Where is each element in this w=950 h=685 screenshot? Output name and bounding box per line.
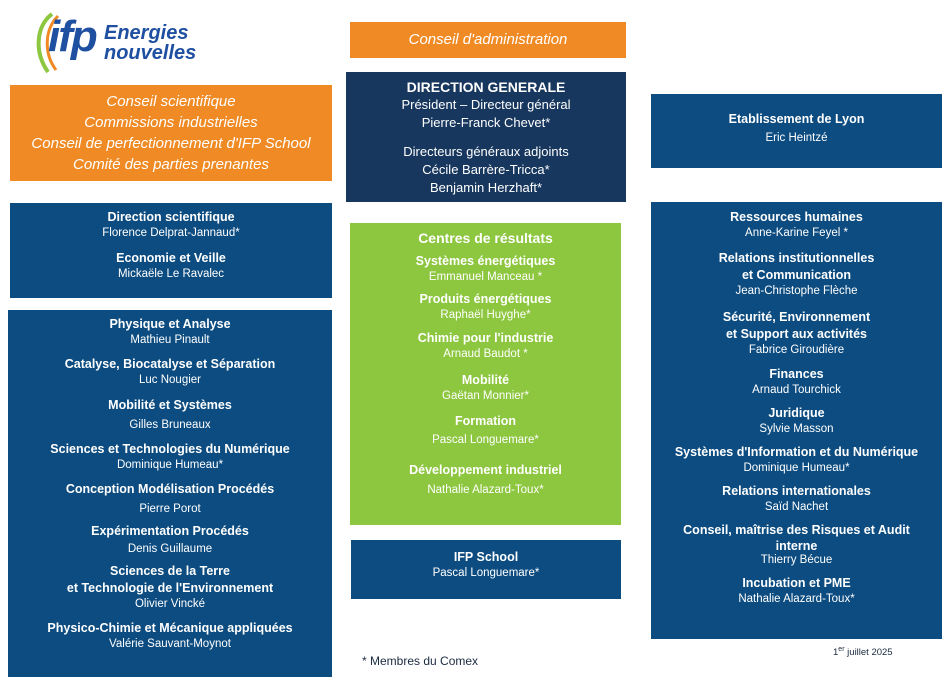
right-item-7 bbox=[651, 522, 942, 568]
centre-item-4 bbox=[350, 413, 621, 448]
president-role: Président – Directeur général bbox=[401, 97, 571, 112]
item-name: Gilles Bruneaux bbox=[129, 419, 211, 431]
centre-item-2 bbox=[350, 330, 621, 362]
item-title-line2: et Communication bbox=[741, 268, 852, 282]
left-item-2 bbox=[8, 397, 332, 433]
item-name: Mickaële Le Ravalec bbox=[117, 268, 225, 280]
item-title: Physico-Chimie et Mécanique appliquées bbox=[47, 621, 293, 635]
ifp-school-name: Pascal Longuemare* bbox=[432, 567, 540, 579]
item-name: Florence Delprat-Jannaud* bbox=[102, 227, 240, 239]
right-item-5 bbox=[651, 444, 942, 476]
adjoint-2: Benjamin Herzhaft* bbox=[430, 180, 542, 195]
left-top-item-1 bbox=[10, 250, 332, 282]
left-item-5 bbox=[8, 523, 332, 557]
conseil-administration-box bbox=[350, 22, 626, 58]
left-directions-box bbox=[8, 310, 332, 677]
item-title: Chimie pour l'industrie bbox=[417, 331, 554, 345]
item-name: Nathalie Alazard-Toux* bbox=[427, 484, 544, 496]
direction-scientifique-box bbox=[10, 203, 332, 298]
centre-item-1 bbox=[350, 291, 621, 323]
item-title: Incubation et PME bbox=[742, 576, 851, 590]
item-name: Pierre Porot bbox=[139, 503, 201, 515]
item-title: Relations internationales bbox=[722, 484, 871, 498]
left-item-1 bbox=[8, 356, 332, 388]
left-item-6 bbox=[8, 563, 332, 612]
item-title: Finances bbox=[769, 367, 824, 381]
item-title: Sécurité, Environnement bbox=[722, 310, 871, 324]
item-title: Produits énergétiques bbox=[419, 292, 552, 306]
item-title: Mobilité bbox=[461, 373, 510, 387]
right-item-8 bbox=[651, 575, 942, 607]
item-title: Mobilité et Systèmes bbox=[108, 398, 232, 412]
item-name: Fabrice Giroudière bbox=[748, 344, 845, 356]
conseil-administration-label: Conseil d'administration bbox=[408, 31, 568, 48]
conseils-box bbox=[10, 85, 332, 181]
centre-item-5 bbox=[350, 462, 621, 498]
right-item-2 bbox=[651, 309, 942, 358]
date-day: 1 bbox=[833, 647, 839, 659]
logo-mark: ifp bbox=[48, 12, 96, 61]
logo-line1: Energies bbox=[104, 22, 189, 44]
centre-item-3 bbox=[350, 372, 621, 404]
item-name: Pascal Longuemare* bbox=[432, 434, 539, 446]
item-title: Conseil, maîtrise des Risques et Audit bbox=[683, 523, 910, 537]
item-name: Arnaud Tourchick bbox=[752, 384, 841, 396]
lyon-title: Etablissement de Lyon bbox=[728, 112, 865, 126]
item-name: Luc Nougier bbox=[138, 374, 201, 386]
comite-parties-prenantes: Comité des parties prenantes bbox=[73, 156, 269, 173]
right-item-0 bbox=[651, 209, 942, 241]
right-item-4 bbox=[651, 405, 942, 437]
item-title-line2: interne bbox=[775, 539, 818, 553]
date-sup: er bbox=[838, 646, 845, 653]
item-title: Economie et Veille bbox=[116, 251, 226, 265]
item-name: Gaëtan Monnier* bbox=[442, 390, 529, 402]
item-title: Ressources humaines bbox=[730, 210, 863, 224]
date-rest: juillet 2025 bbox=[847, 647, 893, 659]
item-title: Systèmes énergétiques bbox=[415, 254, 556, 268]
date-label bbox=[833, 646, 893, 658]
item-title: Systèmes d'Information et du Numérique bbox=[674, 445, 919, 459]
centres-title: Centres de résultats bbox=[418, 230, 553, 246]
lyon-box bbox=[651, 94, 942, 168]
item-name: Anne-Karine Feyel * bbox=[745, 227, 848, 239]
direction-generale-box bbox=[346, 72, 626, 202]
left-item-7 bbox=[8, 620, 332, 652]
item-name: Olivier Vincké bbox=[134, 598, 206, 610]
item-title-line2: et Support aux activités bbox=[725, 327, 867, 341]
item-name: Saïd Nachet bbox=[764, 501, 829, 513]
right-directions-box bbox=[651, 202, 942, 639]
conseil-perfectionnement: Conseil de perfectionnement d'IFP School bbox=[31, 135, 311, 152]
item-title: Direction scientifique bbox=[107, 210, 235, 224]
ifp-school-box bbox=[351, 540, 621, 599]
item-name: Dominique Humeau* bbox=[743, 462, 850, 474]
left-item-0 bbox=[8, 316, 332, 348]
centre-item-0 bbox=[350, 253, 621, 285]
item-title: Relations institutionnelles bbox=[718, 251, 875, 265]
item-title: Physique et Analyse bbox=[109, 317, 231, 331]
item-name: Emmanuel Manceau * bbox=[428, 271, 543, 283]
ifpen-logo bbox=[30, 8, 200, 78]
item-title: Sciences de la Terre bbox=[110, 564, 230, 578]
comex-footnote: * Membres du Comex bbox=[362, 654, 479, 668]
item-title: Juridique bbox=[768, 406, 825, 420]
right-item-6 bbox=[651, 483, 942, 515]
item-name: Jean-Christophe Flèche bbox=[735, 285, 858, 297]
left-item-3 bbox=[8, 441, 332, 473]
item-name: Denis Guillaume bbox=[127, 543, 213, 555]
item-name: Thierry Bécue bbox=[760, 554, 833, 566]
right-item-1 bbox=[651, 250, 942, 299]
left-top-item-0 bbox=[10, 209, 332, 241]
adjoints-role: Directeurs généraux adjoints bbox=[403, 144, 569, 159]
left-item-4 bbox=[8, 481, 332, 517]
ifp-school-title: IFP School bbox=[453, 550, 519, 564]
item-title: Expérimentation Procédés bbox=[91, 524, 249, 538]
item-name: Raphaël Huyghe* bbox=[440, 309, 531, 321]
right-item-3 bbox=[651, 366, 942, 398]
item-name: Dominique Humeau* bbox=[116, 459, 224, 471]
item-name: Mathieu Pinault bbox=[130, 334, 210, 346]
president-name: Pierre-Franck Chevet* bbox=[421, 115, 551, 130]
adjoint-1: Cécile Barrère-Tricca* bbox=[422, 162, 550, 177]
item-name: Sylvie Masson bbox=[759, 423, 834, 435]
item-title-line2: et Technologie de l'Environnement bbox=[66, 581, 274, 595]
conseil-scientifique: Conseil scientifique bbox=[106, 93, 236, 110]
item-title: Développement industriel bbox=[409, 463, 562, 477]
item-title: Sciences et Technologies du Numérique bbox=[50, 442, 290, 456]
item-title: Formation bbox=[454, 414, 517, 428]
item-title: Catalyse, Biocatalyse et Séparation bbox=[64, 357, 276, 371]
lyon-name: Eric Heintzé bbox=[765, 132, 828, 144]
item-name: Nathalie Alazard-Toux* bbox=[738, 593, 855, 605]
item-name: Valérie Sauvant-Moynot bbox=[109, 638, 231, 650]
item-name: Arnaud Baudot * bbox=[443, 348, 528, 360]
centres-resultats-box bbox=[350, 223, 621, 525]
logo-line2: nouvelles bbox=[104, 42, 197, 64]
commissions-industrielles: Commissions industrielles bbox=[84, 114, 258, 131]
direction-generale-title: DIRECTION GENERALE bbox=[406, 79, 566, 95]
item-title: Conception Modélisation Procédés bbox=[65, 482, 275, 496]
